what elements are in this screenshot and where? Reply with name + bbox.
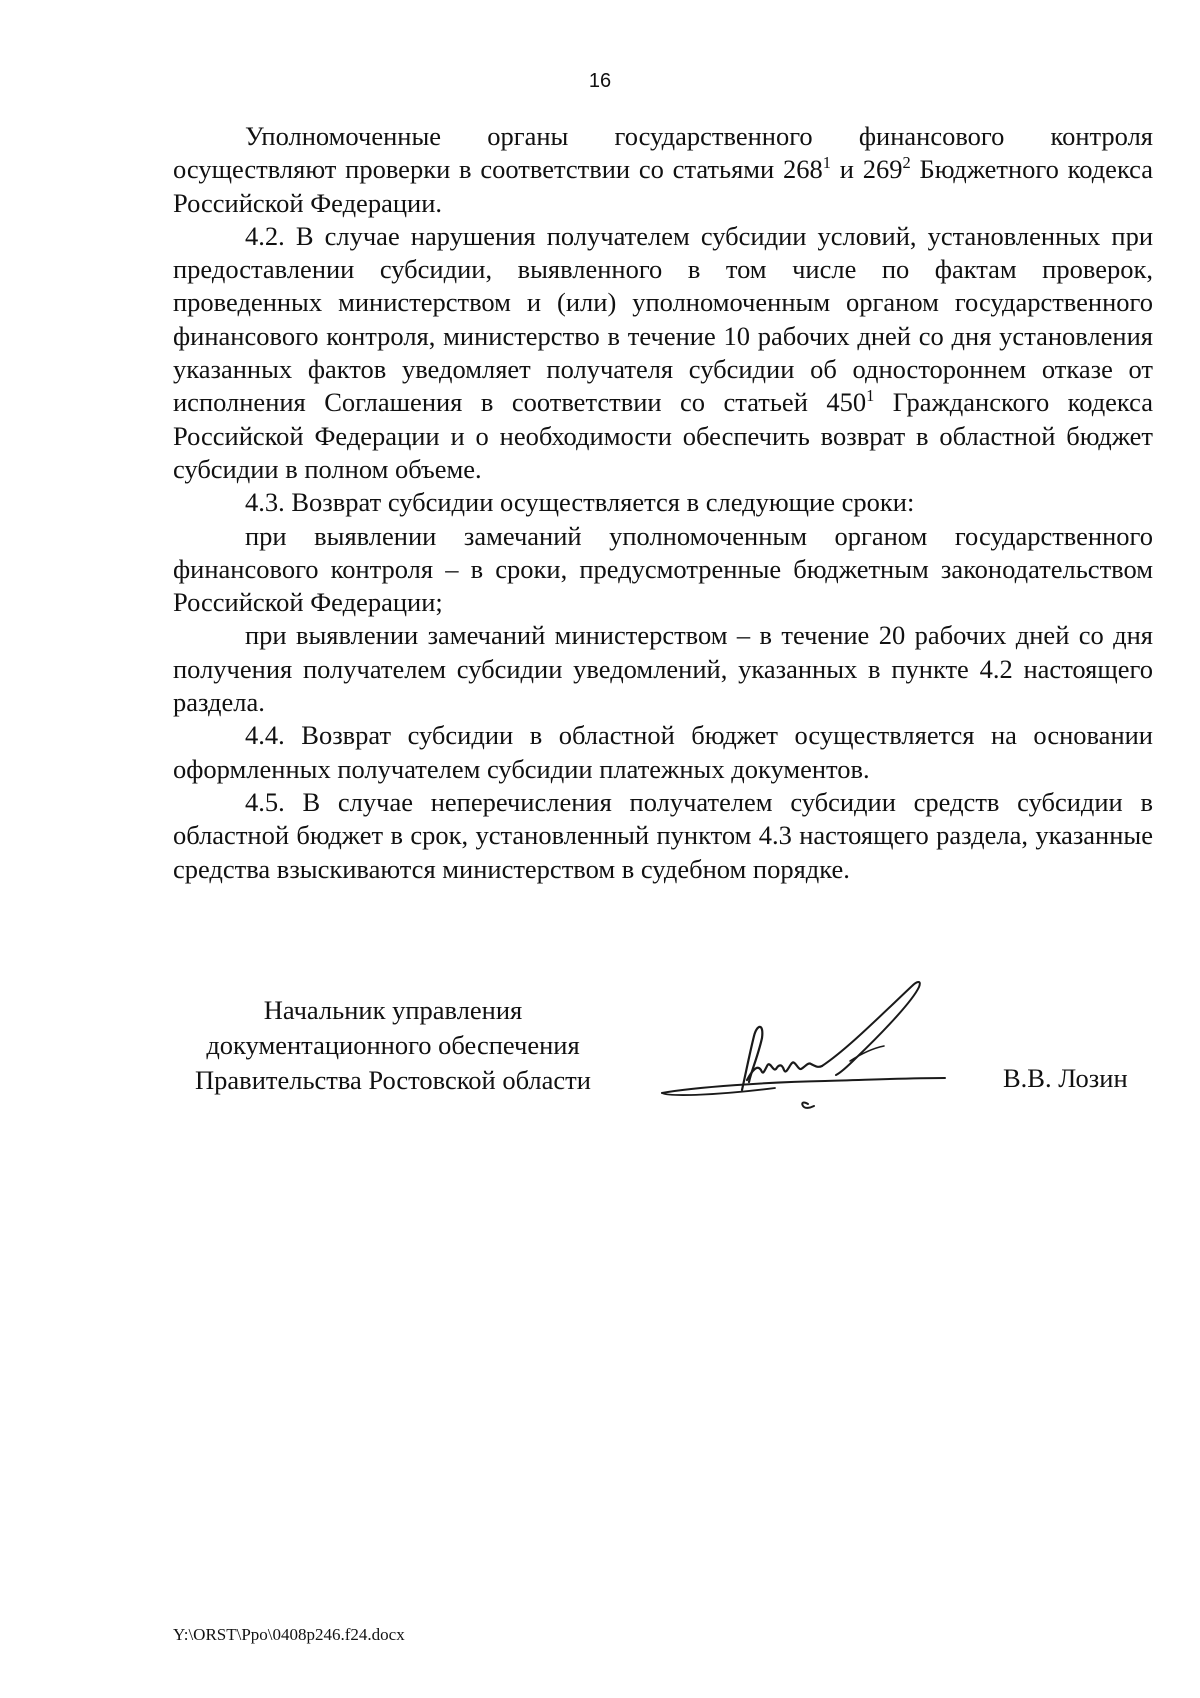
position-line: документационного обеспечения	[206, 1030, 580, 1060]
handwritten-signature	[650, 960, 980, 1120]
document-body	[173, 120, 1153, 886]
paragraph-text: 4.2. В случае нарушения получателем субсидии условий, установленных при предоставлении субсидии, выявленного в том числе по фактам проверок, проведенных министерством и (или) уполномоченным органом государственного финансового контроля, министерство в течение 10 рабочих дней со дня установления указанных фактов уведомляет получателя субсидии об одностороннем отказе от исполнения Соглашения в соответствии со статьей 450	[173, 220, 1153, 418]
paragraph-text: Бюджетного кодекса Российской Федерации.	[173, 154, 1154, 218]
paragraph-text: Уполномоченные органы государственного финансового контроля осуществляют проверки в соответствии со статьями 268	[173, 121, 1153, 185]
paragraph-4-3-item-2: при выявлении замечаний министерством – в течение 20 рабочих дней со дня получения получателем субсидии уведомлений, указанных в пункте 4.2 настоящего раздела.	[173, 620, 1153, 718]
position-line: Правительства Ростовской области	[195, 1065, 591, 1095]
position-line: Начальник управления	[263, 995, 523, 1025]
paragraph-4-2	[173, 220, 1153, 486]
paragraph-text: и 269	[831, 154, 903, 185]
signatory-position	[173, 993, 613, 1098]
paragraph-4-3: 4.3. Возврат субсидии осуществляется в следующие сроки:	[245, 487, 915, 518]
paragraph-4-5: 4.5. В случае неперечисления получателем субсидии средств субсидии в областной бюджет в срок, установленный пунктом 4.3 настоящего раздела, указанные средства взыскиваются министерством в судебном порядке.	[173, 786, 1153, 884]
superscript: 2	[902, 153, 911, 173]
paragraph-4-3-item-1: при выявлении замечаний уполномоченным органом государственного финансового контроля – в сроки, предусмотренные бюджетным законодательством Российской Федерации;	[173, 520, 1153, 618]
superscript: 1	[866, 386, 875, 406]
superscript: 1	[822, 153, 831, 173]
file-path-footer: Y:\ORST\Ppo\0408p246.f24.docx	[173, 1625, 405, 1644]
paragraph-4-4: 4.4. Возврат субсидии в областной бюджет осуществляется на основании оформленных получателем субсидии платежных документов.	[173, 720, 1153, 784]
paragraph-control-bodies	[173, 120, 1153, 220]
page-number: 16	[588, 70, 612, 92]
signer-name: В.В. Лозин	[1003, 1063, 1128, 1093]
paragraph-text: Гражданского кодекса Российской Федерации и о необходимости обеспечить возврат в областной бюджет субсидии в полном объеме.	[173, 387, 1153, 484]
